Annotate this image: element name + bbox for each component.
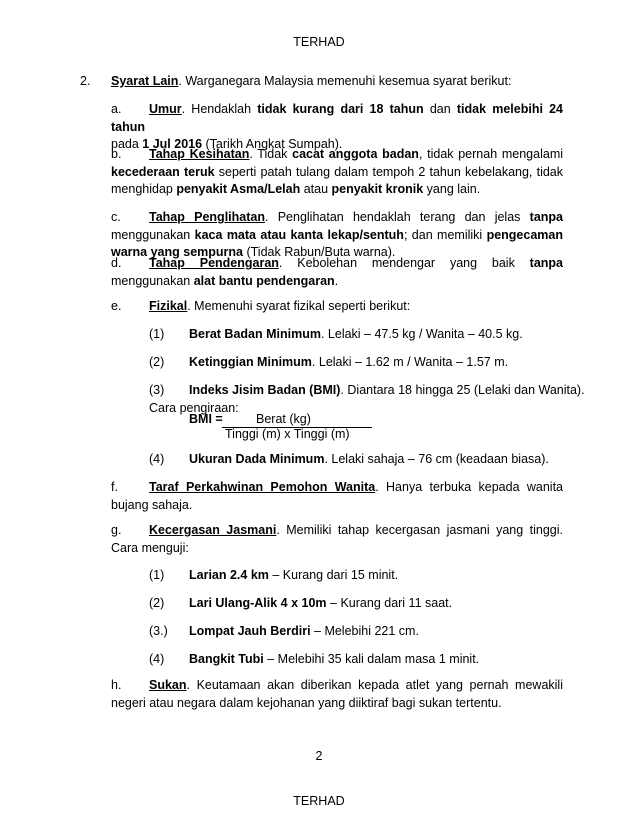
item-g-sub2-text: Lari Ulang-Alik 4 x 10m – Kurang dari 11 saat.	[189, 596, 453, 610]
item-b-text: Tahap Kesihatan. Tidak cacat anggota badan, tidak pernah mengalami kecederaan teruk seperti patah tulang dalam tempoh 2 tahun kebelakang, tidak menghidap penyakit Asma/Lelah atau penyakit kronik yang lain.	[111, 147, 564, 196]
item-f-title: Taraf Perkahwinan Pemohon Wanita	[149, 480, 376, 494]
item-h-title: Sukan	[149, 678, 187, 692]
item-d-letter: d.	[111, 256, 122, 270]
item-g-sub4-number: (4)	[149, 652, 165, 666]
item-g-sub1-text: Larian 2.4 km – Kurang dari 15 minit.	[189, 568, 399, 582]
item-a-text: Umur. Hendaklah tidak kurang dari 18 tahun dan tidak melebihi 24 tahun pada 1 Jul 2016 (Tarikh Angkat Sumpah).	[111, 102, 564, 151]
page-number: 2	[315, 749, 323, 763]
section-heading	[111, 73, 571, 91]
item-e-sub3-text: Indeks Jisim Badan (BMI). Diantara 18 hingga 25 (Lelaki dan Wanita).	[189, 383, 585, 397]
bmi-label: BMI =	[189, 412, 223, 426]
item-b-title: Tahap Kesihatan	[149, 147, 250, 161]
item-f-text: Taraf Perkahwinan Pemohon Wanita. Hanya terbuka kepada wanita bujang sahaja.	[111, 480, 563, 512]
section-number: 2.	[80, 74, 91, 88]
item-g-letter: g.	[111, 523, 122, 537]
item-a-letter: a.	[111, 102, 122, 116]
item-f-letter: f.	[111, 480, 118, 494]
item-g-sub3-number: (3.)	[149, 624, 168, 638]
header-classification: TERHAD	[293, 35, 345, 49]
section-title: Syarat Lain	[111, 74, 179, 88]
item-e-letter: e.	[111, 299, 122, 313]
item-g-text: Kecergasan Jasmani. Memiliki tahap kecergasan jasmani yang tinggi. Cara menguji:	[111, 523, 563, 555]
item-h-letter: h.	[111, 678, 122, 692]
item-g-sub4-text: Bangkit Tubi – Melebihi 35 kali dalam masa 1 minit.	[189, 652, 480, 666]
footer-classification: TERHAD	[293, 794, 345, 808]
item-g-sub1-number: (1)	[149, 568, 165, 582]
item-e-sub4-text: Ukuran Dada Minimum. Lelaki sahaja – 76 cm (keadaan biasa).	[189, 452, 549, 466]
item-d-title: Tahap Pendengaran	[149, 256, 279, 270]
item-e-sub1-number: (1)	[149, 327, 165, 341]
section-intro: . Warganegara Malaysia memenuhi kesemua syarat berikut:	[178, 74, 512, 88]
item-e-sub2-number: (2)	[149, 355, 165, 369]
item-g-sub2-number: (2)	[149, 596, 165, 610]
bmi-denominator: Tinggi (m) x Tinggi (m)	[225, 427, 350, 441]
item-g-sub3-text: Lompat Jauh Berdiri – Melebihi 221 cm.	[189, 624, 419, 638]
item-c-letter: c.	[111, 210, 121, 224]
item-e-text: Fizikal. Memenuhi syarat fizikal seperti berikut:	[149, 299, 411, 313]
item-e-sub4-number: (4)	[149, 452, 165, 466]
item-e-sub2-text: Ketinggian Minimum. Lelaki – 1.62 m / Wanita – 1.57 m.	[189, 355, 509, 369]
item-g-title: Kecergasan Jasmani	[149, 523, 277, 537]
item-e-title: Fizikal	[149, 299, 188, 313]
item-c-title: Tahap Penglihatan	[149, 210, 265, 224]
item-e-sub1-text: Berat Badan Minimum. Lelaki – 47.5 kg / Wanita – 40.5 kg.	[189, 327, 523, 341]
item-e-sub3-cont: Cara pengiraan:	[149, 401, 239, 415]
item-a-title: Umur	[149, 102, 182, 116]
item-d-text: Tahap Pendengaran. Kebolehan mendengar yang baik tanpa menggunakan alat bantu pendengaran.	[111, 256, 564, 288]
bmi-numerator: Berat (kg)	[256, 412, 311, 426]
item-c-text: Tahap Penglihatan. Penglihatan hendaklah terang dan jelas tanpa menggunakan kaca mata atau kanta lekap/sentuh; dan memiliki pengecaman warna yang sempurna (Tidak Rabun/Buta warna).	[111, 210, 563, 259]
item-e-sub3-number: (3)	[149, 383, 165, 397]
item-h-text: Sukan. Keutamaan akan diberikan kepada atlet yang pernah mewakili negeri atau negara dalam kejohanan yang diiktiraf bagi sukan tertentu.	[111, 678, 563, 710]
item-b-letter: b.	[111, 147, 122, 161]
